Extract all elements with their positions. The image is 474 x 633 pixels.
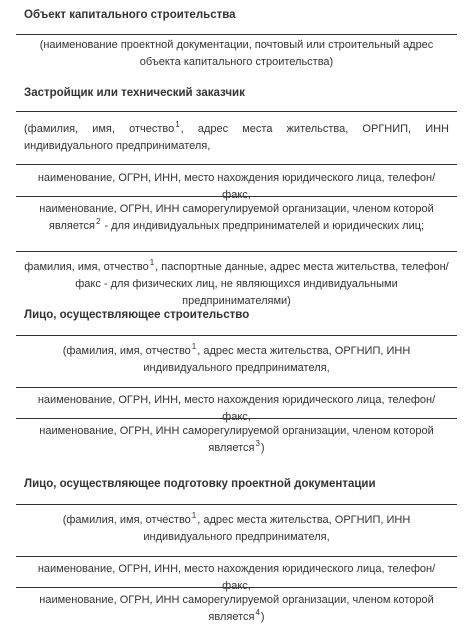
- designer-note-1: (фамилия, имя, отчество$^1$, адрес места жительства, ОРГНИП, ИНН индивидуального предпринимателя,: [62, 511, 411, 544]
- developer-fill-line-2: [16, 164, 457, 165]
- designer-fill-line-2: [16, 556, 457, 557]
- footnote-ref: 1: [191, 342, 197, 352]
- developer-note-4: фамилия, имя, отчество$^1$, паспортные данные, адрес места жительства, телефон/ факс - для физических лиц, не являющихся индивидуальными предпринимателями): [24, 258, 449, 308]
- footnote-ref: 1: [175, 120, 180, 130]
- footnote-ref: 3: [255, 439, 260, 449]
- developer-note-1-line-2: индивидуального предпринимателя,: [24, 140, 211, 153]
- footnote-ref: 1: [191, 511, 197, 521]
- developer-fill-line-4: [16, 251, 457, 252]
- builder-heading: Лицо, осуществляющее строительство: [24, 309, 250, 321]
- footnote-ref: 4: [255, 608, 260, 618]
- designer-heading: Лицо, осуществляющее подготовку проектной документации: [24, 478, 376, 490]
- designer-note-2: наименование, ОГРН, ИНН, место нахождения юридического лица, телефон/факс,: [37, 563, 436, 593]
- designer-fill-line-3: [16, 587, 457, 588]
- builder-note-2: наименование, ОГРН, ИНН, место нахождения юридического лица, телефон/факс,: [37, 394, 436, 424]
- object-fill-line: [16, 34, 457, 35]
- builder-fill-line-3: [16, 418, 457, 419]
- developer-note-2: наименование, ОГРН, ИНН, место нахождения юридического лица, телефон/факс,: [37, 172, 436, 202]
- builder-fill-line-1: [16, 335, 457, 336]
- object-note: (наименование проектной документации, почтовый или строительный адрес объекта капитального строительства): [39, 39, 434, 69]
- footnote-ref: 1: [149, 258, 155, 268]
- developer-note-3: наименование, ОГРН, ИНН саморегулируемой организации, членом которой является$^2$ - для индивидуальных предпринимателей и юридических лиц;: [39, 203, 434, 233]
- builder-note-3: наименование, ОГРН, ИНН саморегулируемой организации, членом которой является$^3$): [39, 425, 434, 455]
- developer-fill-line-1: [16, 111, 457, 112]
- designer-note-3: наименование, ОГРН, ИНН саморегулируемой организации, членом которой является$^4$): [39, 594, 434, 624]
- developer-note-1-line-1: (фамилия, имя, отчество$^1$, адрес места жительства, ОРГНИП, ИНН: [24, 120, 450, 135]
- developer-fill-line-3: [16, 196, 457, 197]
- developer-note-1: [16, 121, 457, 155]
- developer-heading: Застройщик или технический заказчик: [24, 87, 245, 99]
- builder-note-1: (фамилия, имя, отчество$^1$, адрес места жительства, ОРГНИП, ИНН индивидуального предпринимателя,: [62, 342, 411, 375]
- designer-fill-line-1: [16, 504, 457, 505]
- footnote-ref: 2: [95, 217, 101, 227]
- builder-fill-line-2: [16, 387, 457, 388]
- object-heading: Объект капитального строительства: [24, 9, 236, 21]
